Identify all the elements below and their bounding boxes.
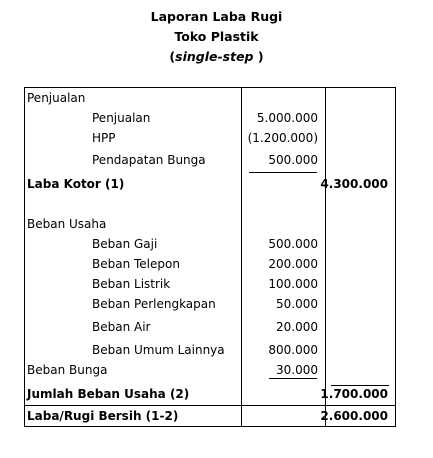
row-total: 4.300.000 <box>320 177 388 191</box>
row-label: HPP <box>92 131 116 145</box>
row-label: Laba/Rugi Bersih (1-2) <box>27 409 179 423</box>
total-underline-expenses <box>331 385 389 386</box>
row-total: 2.600.000 <box>320 409 388 423</box>
table-row-interest-income <box>24 153 396 171</box>
row-amount: 200.000 <box>268 257 318 271</box>
row-label: Beban Gaji <box>92 237 158 251</box>
row-amount: 30.000 <box>276 363 318 377</box>
row-amount: 500.000 <box>268 237 318 251</box>
row-label: Beban Air <box>92 320 151 334</box>
row-amount: 50.000 <box>276 297 318 311</box>
row-label: Pendapatan Bunga <box>92 153 206 167</box>
table-row-sales <box>24 111 396 129</box>
table-row-interest-expense <box>24 363 396 381</box>
table-row-gross-profit <box>24 177 396 195</box>
row-label: Jumlah Beban Usaha (2) <box>27 387 190 401</box>
table-row-supplies-expense <box>24 297 396 315</box>
subtotal-underline-revenue <box>249 172 317 173</box>
row-amount: 800.000 <box>268 343 318 357</box>
table-row-salary-expense <box>24 237 396 255</box>
report-title: Laporan Laba Rugi <box>150 9 283 24</box>
table-row-electricity-expense <box>24 277 396 295</box>
row-amount: 500.000 <box>268 153 318 167</box>
row-label: Laba Kotor (1) <box>27 177 125 191</box>
row-label: Beban Umum Lainnya <box>92 343 225 357</box>
table-row-operating-expenses-header <box>24 217 396 235</box>
table-row-telephone-expense <box>24 257 396 275</box>
table-row-revenue-header <box>24 91 396 109</box>
method-close-paren: ) <box>253 49 264 64</box>
table-row-cogs <box>24 131 396 149</box>
table-row-other-general-expense <box>24 343 396 361</box>
store-name: Toko Plastik <box>174 29 259 44</box>
row-label: Beban Listrik <box>92 277 171 291</box>
net-income-separator <box>24 405 396 406</box>
method-name: single-step <box>175 49 254 64</box>
row-amount: (1.200.000) <box>247 131 318 145</box>
row-amount: 20.000 <box>276 320 318 334</box>
table-row-net-income <box>24 409 396 427</box>
row-label: Penjualan <box>92 111 151 125</box>
row-total: 1.700.000 <box>320 387 388 401</box>
row-amount: 5.000.000 <box>256 111 318 125</box>
method-open-paren: ( <box>169 49 176 64</box>
row-label: Beban Usaha <box>27 217 107 231</box>
report-method <box>0 49 433 64</box>
row-amount: 100.000 <box>268 277 318 291</box>
row-label: Beban Telepon <box>92 257 180 271</box>
row-label: Beban Perlengkapan <box>92 297 216 311</box>
row-label: Beban Bunga <box>27 363 108 377</box>
table-row-total-operating-expenses <box>24 387 396 405</box>
row-label: Penjualan <box>27 91 86 105</box>
table-row-water-expense <box>24 320 396 338</box>
